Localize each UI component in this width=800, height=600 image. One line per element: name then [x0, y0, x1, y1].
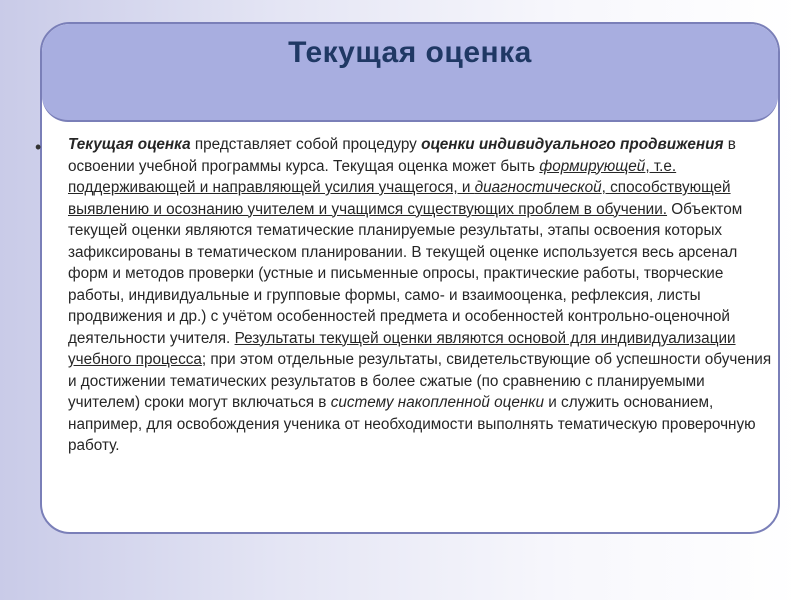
text-segment: в освоении учебной программы курса. Текущая оценка может быть [68, 136, 736, 175]
body-paragraph [68, 134, 774, 457]
term-formative: формирующей [539, 157, 646, 175]
term-current-assessment: Текущая оценка [68, 136, 191, 153]
text-segment: , способствующей выявлению и осознанию учителем и учащимся существующих проблем в обучении. [68, 179, 731, 218]
underlined-statement: Результаты текущей оценки являются основой для индивидуализации учебного процесса [68, 329, 736, 368]
slide-title: Текущая оценка [288, 36, 532, 69]
text-segment: и служить основанием, например, для освобождения ученика от необходимости выполнять тематическую проверочную работу. [68, 394, 756, 454]
text-segment: представляет собой процедуру [190, 136, 422, 153]
text-segment: Объектом текущей оценки являются тематические планируемые результаты, этапы освоения которых зафиксированы в тематическом планировании. В текущей оценке используется весь арсенал форм и методов проверки (устные и письменные опросы, практические работы, творческие работы, индивидуальные и групповые формы, само- и взаимооценка, рефлексия, листы продвижения и др.) с учётом особенностей предмета и особенностей контрольно-оценочной деятельности учителя. [68, 200, 743, 347]
term-individual-progress: оценки индивидуального продвижения [421, 136, 724, 153]
text-segment: ; при этом отдельные результаты, свидетельствующие об успешности обучения и достижении тематических результатов в более сжатые (по сравнению с планируемыми учителем) сроки могут включаться в [68, 351, 772, 411]
title-band [42, 24, 778, 122]
bullet-marker: • [35, 137, 42, 157]
term-diagnostic: диагностической [474, 179, 602, 196]
term-accumulated-assessment: систему накопленной оценки [330, 394, 544, 411]
text-segment: , т.е. поддерживающей и направляющей усилия учащегося, и [68, 157, 677, 196]
